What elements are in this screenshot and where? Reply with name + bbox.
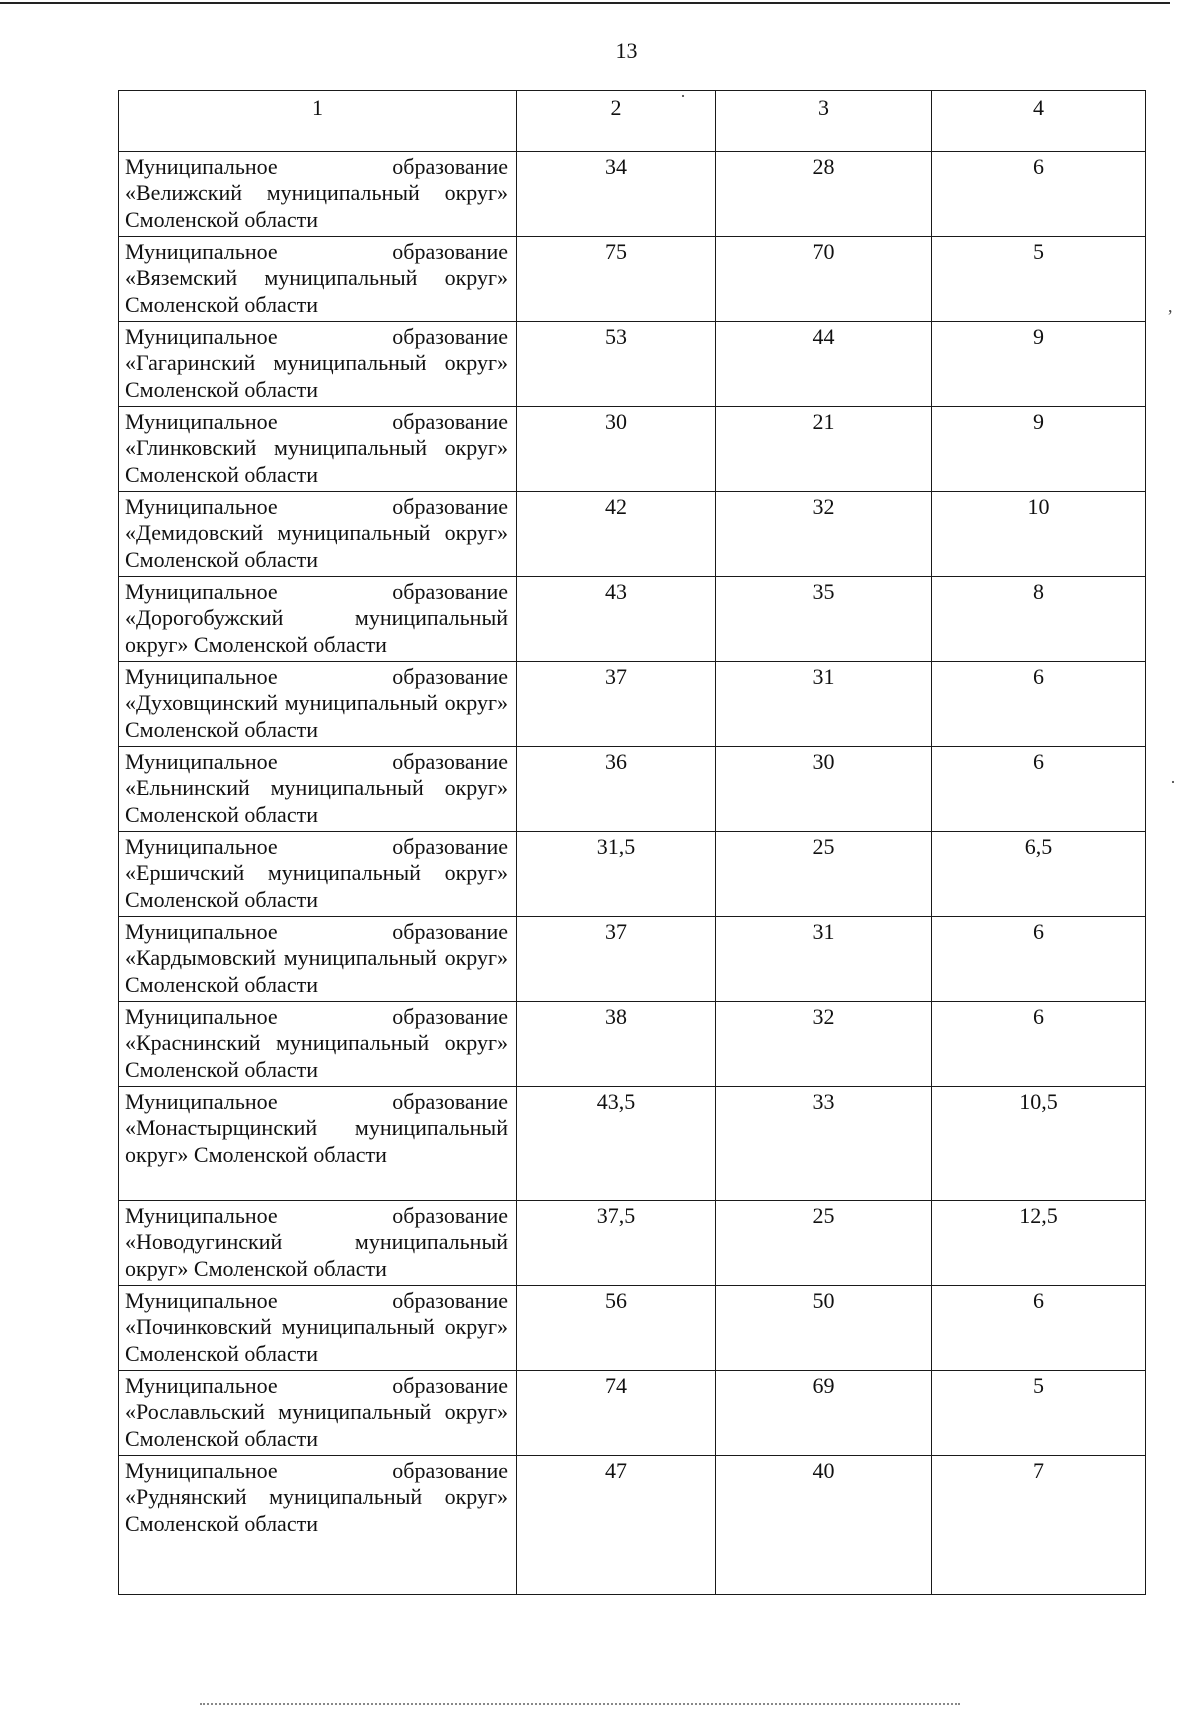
value-cell-4: 6 <box>932 152 1146 237</box>
name-cell: Муниципальное образование «Велижский муниципальный округ» Смоленской области <box>119 152 517 237</box>
value-cell-3: 31 <box>716 662 932 747</box>
value-cell-3: 50 <box>716 1286 932 1371</box>
table-row <box>119 747 1146 832</box>
value-cell-3: 28 <box>716 152 932 237</box>
value-cell-3: 32 <box>716 1002 932 1087</box>
value-cell-2: 47 <box>517 1456 716 1595</box>
value-cell-4: 8 <box>932 577 1146 662</box>
value-cell-2: 53 <box>517 322 716 407</box>
top-rule <box>0 2 1170 4</box>
value-cell-3: 70 <box>716 237 932 322</box>
table-row <box>119 1456 1146 1595</box>
header-cell-1: 1 <box>119 91 517 152</box>
value-cell-2: 38 <box>517 1002 716 1087</box>
table-row <box>119 322 1146 407</box>
value-cell-4: 6 <box>932 662 1146 747</box>
value-cell-3: 21 <box>716 407 932 492</box>
value-cell-3: 35 <box>716 577 932 662</box>
header-cell-2: 2 <box>517 91 716 152</box>
name-cell: Муниципальное образование «Починковский муниципальный округ» Смоленской области <box>119 1286 517 1371</box>
value-cell-2: 43,5 <box>517 1087 716 1201</box>
name-cell: Муниципальное образование «Монастырщинский муниципальный округ» Смоленской области <box>119 1087 517 1201</box>
table-row <box>119 577 1146 662</box>
name-cell: Муниципальное образование «Дорогобужский муниципальный округ» Смоленской области <box>119 577 517 662</box>
value-cell-2: 37 <box>517 917 716 1002</box>
value-cell-2: 37 <box>517 662 716 747</box>
table-row <box>119 1371 1146 1456</box>
name-cell: Муниципальное образование «Рославльский муниципальный округ» Смоленской области <box>119 1371 517 1456</box>
value-cell-4: 5 <box>932 237 1146 322</box>
name-cell: Муниципальное образование «Ельнинский муниципальный округ» Смоленской области <box>119 747 517 832</box>
value-cell-2: 75 <box>517 237 716 322</box>
value-cell-3: 25 <box>716 832 932 917</box>
value-cell-4: 7 <box>932 1456 1146 1595</box>
name-cell: Муниципальное образование «Кардымовский муниципальный округ» Смоленской области <box>119 917 517 1002</box>
value-cell-4: 6 <box>932 1286 1146 1371</box>
value-cell-3: 30 <box>716 747 932 832</box>
value-cell-4: 9 <box>932 407 1146 492</box>
bottom-scan-edge <box>200 1703 960 1705</box>
value-cell-4: 6 <box>932 1002 1146 1087</box>
value-cell-3: 69 <box>716 1371 932 1456</box>
name-cell: Муниципальное образование «Гагаринский муниципальный округ» Смоленской области <box>119 322 517 407</box>
value-cell-2: 34 <box>517 152 716 237</box>
scan-mark: · <box>680 86 686 106</box>
value-cell-2: 56 <box>517 1286 716 1371</box>
data-table <box>118 90 1146 1595</box>
table-row <box>119 917 1146 1002</box>
name-cell: Муниципальное образование «Краснинский муниципальный округ» Смоленской области <box>119 1002 517 1087</box>
header-cell-4: 4 <box>932 91 1146 152</box>
name-cell: Муниципальное образование «Ершичский муниципальный округ» Смоленской области <box>119 832 517 917</box>
value-cell-4: 10,5 <box>932 1087 1146 1201</box>
table-row <box>119 492 1146 577</box>
page-number: 13 <box>615 38 638 63</box>
table-row <box>119 1087 1146 1201</box>
value-cell-4: 12,5 <box>932 1201 1146 1286</box>
value-cell-4: 10 <box>932 492 1146 577</box>
value-cell-3: 40 <box>716 1456 932 1595</box>
header-cell-3: 3 <box>716 91 932 152</box>
value-cell-4: 6 <box>932 917 1146 1002</box>
table-row <box>119 407 1146 492</box>
value-cell-2: 36 <box>517 747 716 832</box>
table-body <box>119 152 1146 1595</box>
scan-mark: , <box>1168 296 1173 316</box>
name-cell: Муниципальное образование «Демидовский муниципальный округ» Смоленской области <box>119 492 517 577</box>
value-cell-2: 43 <box>517 577 716 662</box>
value-cell-3: 31 <box>716 917 932 1002</box>
value-cell-2: 30 <box>517 407 716 492</box>
table-row <box>119 1002 1146 1087</box>
name-cell: Муниципальное образование «Духовщинский муниципальный округ» Смоленской области <box>119 662 517 747</box>
header-row <box>119 91 1146 152</box>
value-cell-4: 5 <box>932 1371 1146 1456</box>
value-cell-3: 33 <box>716 1087 932 1201</box>
name-cell: Муниципальное образование «Вяземский муниципальный округ» Смоленской области <box>119 237 517 322</box>
value-cell-2: 31,5 <box>517 832 716 917</box>
table-row <box>119 832 1146 917</box>
value-cell-2: 37,5 <box>517 1201 716 1286</box>
value-cell-4: 9 <box>932 322 1146 407</box>
table-row <box>119 1286 1146 1371</box>
table-row <box>119 1201 1146 1286</box>
name-cell: Муниципальное образование «Новодугинский муниципальный округ» Смоленской области <box>119 1201 517 1286</box>
value-cell-2: 74 <box>517 1371 716 1456</box>
value-cell-3: 44 <box>716 322 932 407</box>
table-row <box>119 152 1146 237</box>
table-row <box>119 237 1146 322</box>
value-cell-3: 25 <box>716 1201 932 1286</box>
name-cell: Муниципальное образование «Глинковский муниципальный округ» Смоленской области <box>119 407 517 492</box>
value-cell-4: 6,5 <box>932 832 1146 917</box>
value-cell-3: 32 <box>716 492 932 577</box>
name-cell: Муниципальное образование «Руднянский муниципальный округ» Смоленской области <box>119 1456 517 1595</box>
table-row <box>119 662 1146 747</box>
value-cell-4: 6 <box>932 747 1146 832</box>
scan-mark: · <box>1170 772 1176 792</box>
value-cell-2: 42 <box>517 492 716 577</box>
